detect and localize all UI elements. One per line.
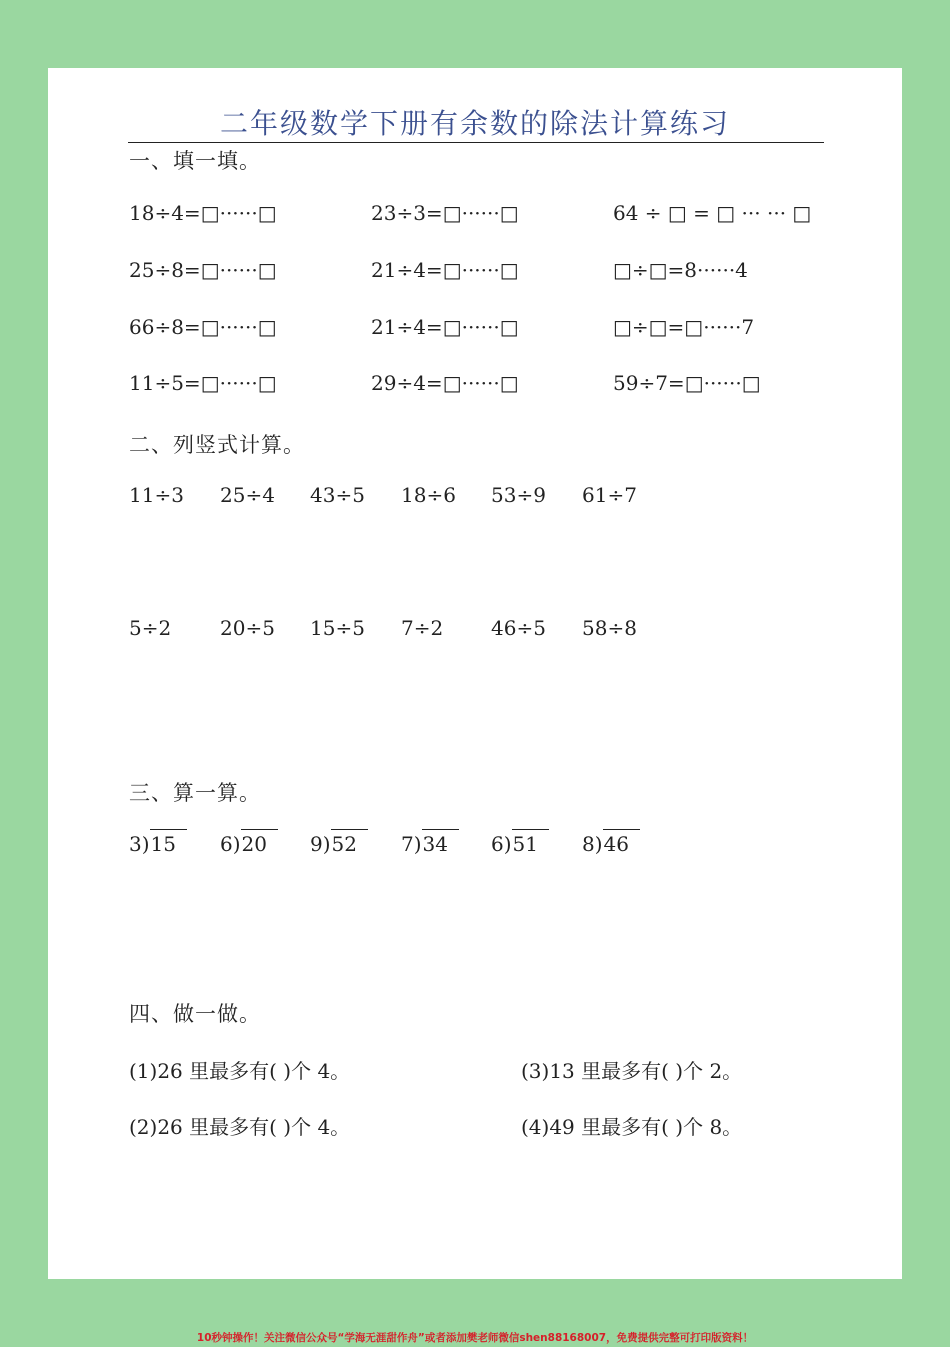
vertical-calc-item: 15÷5 [310,616,365,640]
fill-item: 11÷5=□······□ [129,371,277,395]
fill-item: □÷□=8······4 [613,258,748,282]
vertical-calc-item: 46÷5 [491,616,546,640]
fill-item: 64 ÷ □ = □ ··· ··· □ [613,201,812,225]
long-division-item: 7)34 [401,832,451,856]
divisor: 8 [582,832,595,856]
fill-item: 59÷7=□······□ [613,371,761,395]
word-problem-item: (4)49 里最多有( )个 8。 [521,1115,743,1139]
long-division-item: 8)46 [582,832,632,856]
divisor: 3 [129,832,142,856]
fill-item: 21÷4=□······□ [371,315,519,339]
vertical-calc-item: 18÷6 [401,483,456,507]
divisor: 6 [220,832,233,856]
vertical-calc-item: 11÷3 [129,483,184,507]
worksheet-title: 二年级数学下册有余数的除法计算练习 [219,107,730,140]
dividend: 46 [603,832,632,856]
vertical-calc-item: 61÷7 [582,483,637,507]
section-4-heading: 四、做一做。 [129,1002,261,1026]
fill-item: 18÷4=□······□ [129,201,277,225]
vertical-calc-item: 20÷5 [220,616,275,640]
fill-item: 25÷8=□······□ [129,258,277,282]
divisor: 7 [401,832,414,856]
section-2-heading: 二、列竖式计算。 [129,433,305,457]
promo-footer: 10秒钟操作！关注微信公众号“学海无涯甜作舟”或者添加樊老师微信shen88168007，免费提供完整可打印版资料！ [196,1332,754,1344]
divisor: 6 [491,832,504,856]
section-3-heading: 三、算一算。 [129,781,261,805]
fill-item: 23÷3=□······□ [371,201,519,225]
vertical-calc-item: 43÷5 [310,483,365,507]
dividend: 20 [241,832,270,856]
long-division-item: 6)51 [491,832,541,856]
fill-item: 29÷4=□······□ [371,371,519,395]
worksheet-paper [48,68,902,1279]
vertical-calc-item: 25÷4 [220,483,275,507]
vertical-calc-item: 58÷8 [582,616,637,640]
section-1-heading: 一、填一填。 [129,149,261,173]
word-problem-item: (3)13 里最多有( )个 2。 [521,1059,743,1083]
dividend: 15 [150,832,179,856]
word-problem-item: (1)26 里最多有( )个 4。 [129,1059,351,1083]
dividend: 34 [422,832,451,856]
vertical-calc-item: 7÷2 [401,616,444,640]
title-underline [128,142,824,143]
long-division-item: 9)52 [310,832,360,856]
word-problem-item: (2)26 里最多有( )个 4。 [129,1115,351,1139]
dividend: 51 [512,832,541,856]
vertical-calc-item: 5÷2 [129,616,172,640]
long-division-item: 3)15 [129,832,179,856]
fill-item: 21÷4=□······□ [371,258,519,282]
divisor: 9 [310,832,323,856]
fill-item: □÷□=□······7 [613,315,755,339]
fill-item: 66÷8=□······□ [129,315,277,339]
vertical-calc-item: 53÷9 [491,483,546,507]
long-division-item: 6)20 [220,832,270,856]
dividend: 52 [331,832,360,856]
